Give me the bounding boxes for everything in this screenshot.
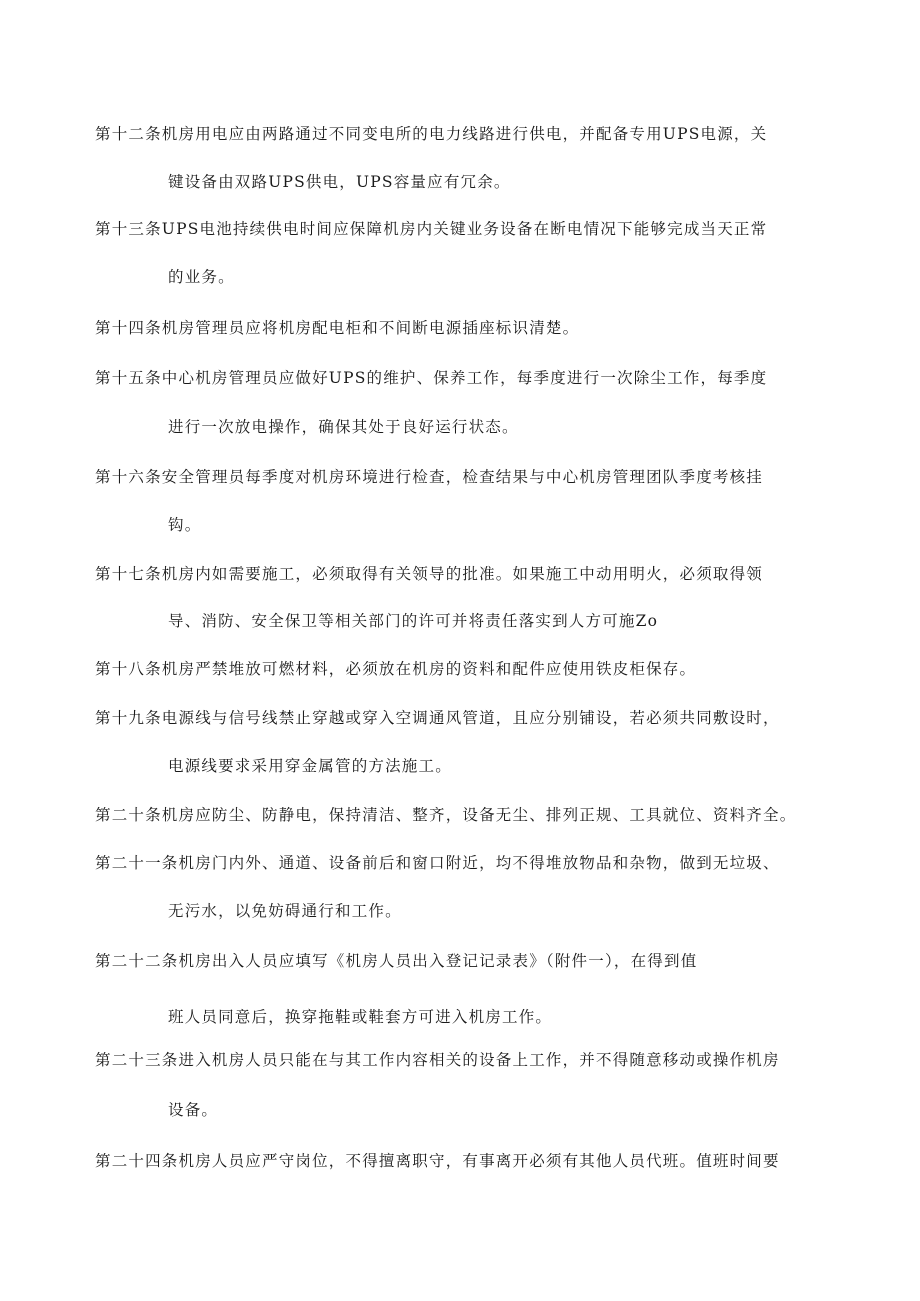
article-23-line-2: 设备。 [168, 1101, 219, 1119]
article-21-line-1: 第二十一条机房门内外、通道、设备前后和窗口附近，均不得堆放物品和杂物，做到无垃圾、 [95, 854, 780, 872]
article-24-line-1: 第二十四条机房人员应严守岗位，不得擅离职守，有事离开必须有其他人员代班。值班时间要 [95, 1152, 780, 1170]
article-18-line-1: 第十八条机房严禁堆放可燃材料，必须放在机房的资料和配件应使用铁皮柜保存。 [95, 660, 697, 678]
article-16-line-2: 钩。 [168, 516, 202, 534]
article-22-line-1: 第二十二条机房出入人员应填写《机房人员出入登记记录表》（附件一），在得到值 [95, 952, 698, 970]
article-20-line-1: 第二十条机房应防尘、防静电，保持清洁、整齐，设备无尘、排列正规、工具就位、资料齐全。 [95, 806, 797, 824]
article-13-line-2: 的业务。 [168, 268, 235, 286]
article-23-line-1: 第二十三条进入机房人员只能在与其工作内容相关的设备上工作，并不得随意移动或操作机房 [95, 1051, 780, 1069]
article-15-line-1: 第十五条中心机房管理员应做好UPS的维护、保养工作，每季度进行一次除尘工作，每季度 [95, 369, 768, 387]
article-22-line-2: 班人员同意后，换穿拖鞋或鞋套方可进入机房工作。 [168, 1008, 553, 1026]
article-12-line-2: 键设备由双路UPS供电，UPS容量应有冗余。 [168, 173, 511, 191]
article-16-line-1: 第十六条安全管理员每季度对机房环境进行检查，检查结果与中心机房管理团队季度考核挂 [95, 468, 764, 486]
article-19-line-2: 电源线要求采用穿金属管的方法施工。 [168, 757, 452, 775]
article-15-line-2: 进行一次放电操作，确保其处于良好运行状态。 [168, 418, 519, 436]
article-17-line-2: 导、消防、安全保卫等相关部门的许可并将责任落实到人方可施Zo [168, 612, 659, 630]
article-17-line-1: 第十七条机房内如需要施工，必须取得有关领导的批准。如果施工中动用明火，必须取得领 [95, 565, 764, 583]
article-19-line-1: 第十九条电源线与信号线禁止穿越或穿入空调通风管道，且应分别铺设，若必须共同敷设时， [95, 709, 780, 727]
article-21-line-2: 无污水，以免妨碍通行和工作。 [168, 902, 402, 920]
article-14-line-1: 第十四条机房管理员应将机房配电柜和不间断电源插座标识清楚。 [95, 319, 580, 337]
article-13-line-1: 第十三条UPS电池持续供电时间应保障机房内关键业务设备在断电情况下能够完成当天正常 [95, 220, 768, 238]
article-12-line-1: 第十二条机房用电应由两路通过不同变电所的电力线路进行供电，并配备专用UPS电源，关 [95, 125, 768, 143]
